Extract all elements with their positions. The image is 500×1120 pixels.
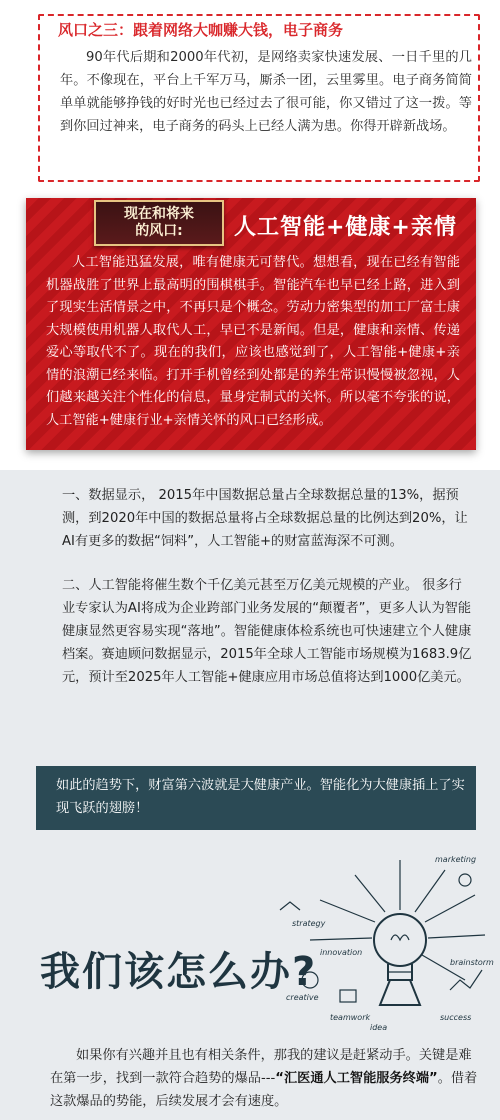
closing-text-a: 如果你有兴趣并且也有相关条件，那我的建议是赶紧动手。关键是难在第一步，找到一款符合趋势的爆品--- [50, 1048, 472, 1086]
wind-banner-line1: 现在和将来 [124, 206, 194, 222]
section-ai-health [0, 190, 500, 470]
wind-banner [94, 200, 224, 246]
doodle-word-innovation: innovation [320, 948, 363, 957]
closing-paragraph [50, 1044, 478, 1113]
section-ai-health-heading: 人工智能+健康+亲情 [234, 215, 457, 240]
doodle-word-marketing: marketing [435, 855, 477, 864]
closing-text-c: 。借着这款爆品的势能，后续发展才会有速度。 [50, 1071, 478, 1109]
product-name: “汇医通人工智能服务终端” [275, 1071, 438, 1086]
section-ecommerce [0, 0, 500, 190]
data-paragraph-2: 二、人工智能将催生数个千亿美元甚至万亿美元规模的产业。 很多行业专家认为AI将成为企业跨部门业务发展的“颠覆者”，更多人认为智能健康显然更容易实现“落地”。智能健康体检系统也可快速建立个人健康档案。赛迪顾问数据显示，2015年全球人工智能市场规模为1683.9亿元，预计至2025年人工智能+健康应用市场总值将达到1000亿美元。 [62, 578, 472, 685]
doodle-word-brainstorm: brainstorm [450, 958, 494, 967]
doodle-word-success: success [440, 1013, 472, 1022]
doodle-word-idea: idea [370, 1023, 388, 1032]
section-data [0, 470, 500, 1120]
doodle-word-strategy: strategy [292, 919, 326, 928]
data-paragraph-1: 一、数据显示， 2015年中国数据总量占全球数据总量的13%，据预测，到2020年中国的数据总量将占全球数据总量的比例达到20%，让AI有更多的数据“饲料”，人工智能+的财富蓝海深不可测。 [62, 488, 468, 549]
section-ai-health-body: 人工智能迅猛发展，唯有健康无可替代。想想看，现在已经有智能机器战胜了世界上最高明的围棋棋手。智能汽车也早已经上路，进入到了现实生活情景之中，不再只是个概念。劳动力密集型的加工厂富士康大规模使用机器人取代人工，早已不是新闻。但是，健康和亲情、传递爱心等取代不了。现在的我们，应该也感觉到了，人工智能+健康+亲情的浪潮已经来临。打开手机曾经到处都是的养生常识慢慢被忽视，人们越来越关注个性化的信息，量身定制式的关怀。所以毫不夸张的说，人工智能+健康行业+亲情关怀的风口已经形成。 [46, 255, 460, 428]
wind-banner-line2: 的风口: [135, 223, 183, 239]
what-to-do-title: 我们该怎么办? [40, 949, 318, 995]
section-ecommerce-title: 风口之三：跟着网络大咖赚大钱，电子商务 [52, 18, 349, 42]
highlight-text: 如此的趋势下，财富第六波就是大健康产业。智能化为大健康插上了实现飞跃的翅膀！ [56, 778, 465, 816]
doodle-word-teamwork: teamwork [330, 1013, 371, 1022]
doodle-word-creative: creative [286, 993, 319, 1002]
section-ecommerce-body: 90年代后期和2000年代初，是网络卖家快速发展、一日千里的几年。不像现在，平台上千军万马，厮杀一团，云里雾里。电子商务简简单单就能够挣钱的好时光也已经过去了很可能，你又错过了这一拨。等到你回过神来，电子商务的码头上已经人满为患。你得开辟新战场。 [60, 50, 472, 134]
